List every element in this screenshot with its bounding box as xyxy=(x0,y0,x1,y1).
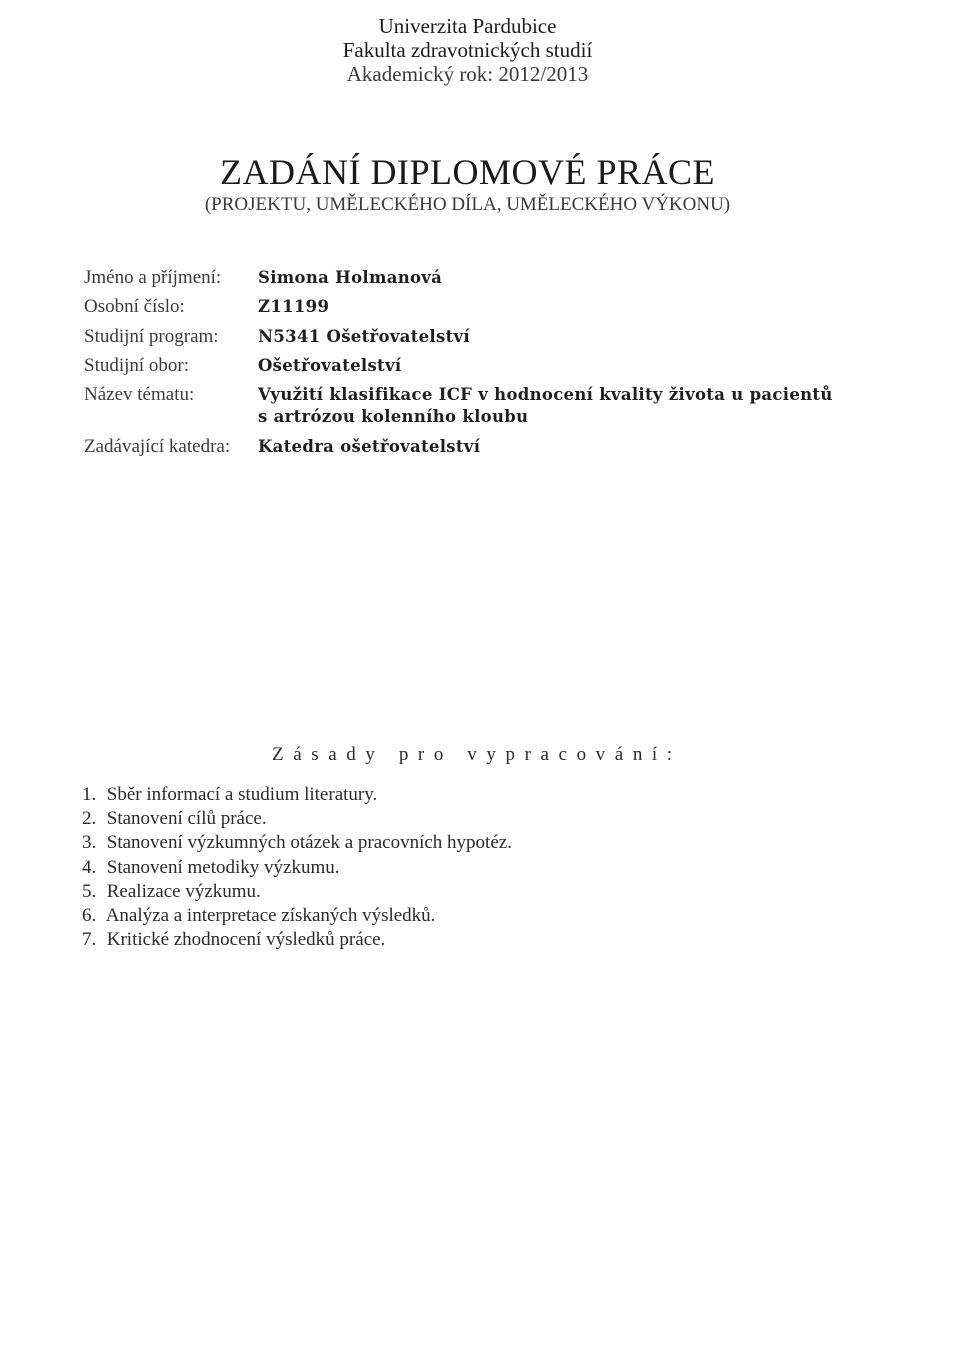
principles-list xyxy=(82,783,512,952)
item-text: Stanovení metodiky výzkumu. xyxy=(106,856,340,878)
list-item xyxy=(82,831,512,855)
item-text: Analýza a interpretace získaných výsledků. xyxy=(105,905,436,927)
field-personal-number xyxy=(84,292,874,321)
field-label: Osobní číslo: xyxy=(84,296,185,318)
list-item xyxy=(82,856,512,880)
field-study-branch xyxy=(84,351,874,380)
item-number: 2. xyxy=(82,808,97,830)
item-text: Stanovení výzkumných otázek a pracovních hypotéz. xyxy=(106,832,512,854)
item-text: Sběr informací a studium literatury. xyxy=(106,784,378,805)
field-topic xyxy=(84,380,874,432)
title-block xyxy=(0,152,935,216)
topic-line-2: s artrózou kolenního kloubu xyxy=(258,407,529,427)
field-label: Název tématu: xyxy=(84,384,195,406)
list-item xyxy=(82,807,512,831)
field-value: Katedra ošetřovatelství xyxy=(258,437,481,457)
item-number: 3. xyxy=(82,832,97,854)
field-label: Studijní obor: xyxy=(84,354,190,376)
field-label: Studijní program: xyxy=(84,325,219,347)
list-item xyxy=(82,928,512,952)
item-number: 4. xyxy=(82,856,97,878)
faculty-name: Fakulta zdravotnických studií xyxy=(342,38,593,62)
field-label: Jméno a příjmení: xyxy=(84,267,222,288)
list-item xyxy=(82,880,512,904)
field-label: Zadávající katedra: xyxy=(84,436,231,458)
item-number: 7. xyxy=(82,929,97,951)
document-subtitle: (PROJEKTU, UMĚLECKÉHO DÍLA, UMĚLECKÉHO VÝKONU) xyxy=(204,194,731,215)
field-department xyxy=(84,432,874,461)
item-text: Stanovení cílů práce. xyxy=(106,808,267,830)
field-value: Ošetřovatelství xyxy=(258,355,402,375)
item-text: Kritické zhodnocení výsledků práce. xyxy=(106,929,386,951)
item-number: 6. xyxy=(82,905,97,927)
topic-line-1: Využití klasifikace ICF v hodnocení kvality života u pacientů xyxy=(258,385,833,405)
item-number: 1. xyxy=(82,784,97,805)
item-number: 5. xyxy=(82,880,97,902)
university-name: Univerzita Pardubice xyxy=(378,14,557,38)
principles-heading: Zásady pro vypracování: xyxy=(272,744,682,765)
field-value xyxy=(258,380,833,432)
item-text: Realizace výzkumu. xyxy=(106,880,261,902)
field-study-program xyxy=(84,322,874,351)
academic-year: Akademický rok: 2012/2013 xyxy=(346,62,589,86)
document-title: ZADÁNÍ DIPLOMOVÉ PRÁCE xyxy=(220,152,715,192)
list-item xyxy=(82,904,512,928)
field-value: Z11199 xyxy=(258,297,330,317)
student-info-fields xyxy=(84,263,874,461)
document-header xyxy=(0,14,935,86)
field-value: Simona Holmanová xyxy=(258,268,443,287)
field-value: N5341 Ošetřovatelství xyxy=(258,326,470,346)
list-item xyxy=(82,783,512,807)
field-name xyxy=(84,263,874,292)
